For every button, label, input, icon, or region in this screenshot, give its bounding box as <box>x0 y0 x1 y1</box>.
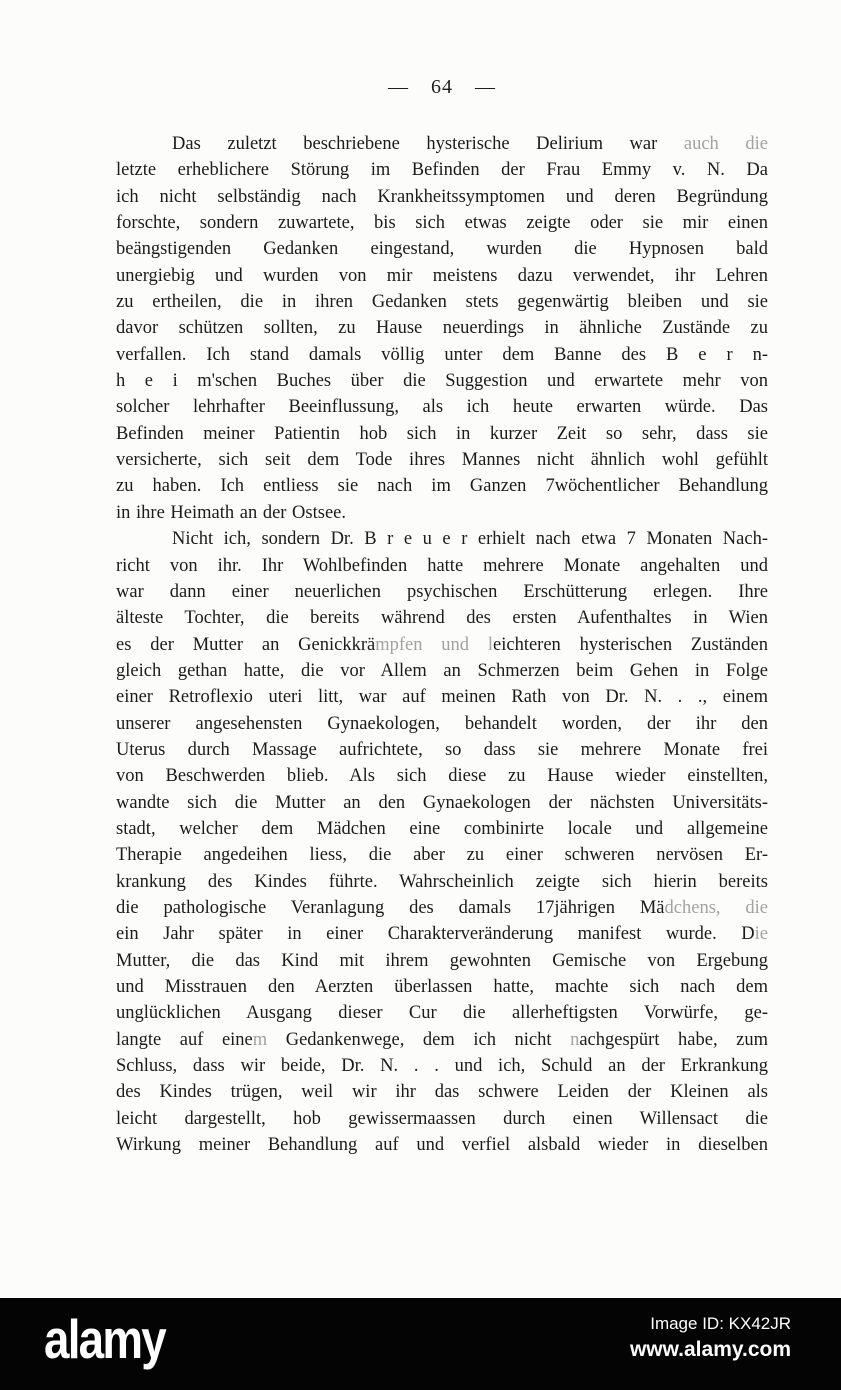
text-line: solcher lehrhafter Beeinflussung, als ich heute erwarten würde. Das <box>116 397 768 418</box>
text-line: Mutter, die das Kind mit ihrem gewohnten Gemische von Ergebung <box>116 950 768 971</box>
text-line: beängstigenden Gedanken eingestand, wurden die Hypnosen bald <box>116 239 768 260</box>
text-line: leicht dargestellt, hob gewissermaassen durch einen Willensact die <box>116 1108 768 1129</box>
text-line: h e i m'schen Buches über die Suggestion und erwartete mehr von <box>116 371 768 392</box>
text-block <box>116 131 768 1158</box>
text-line: Befinden meiner Patientin hob sich in kurzer Zeit so sehr, dass sie <box>116 423 768 444</box>
text-line: Schluss, dass wir beide, Dr. N. . . und ich, Schuld an der Erkrankung <box>116 1056 768 1077</box>
text-line: Wirkung meiner Behandlung auf und verfiel alsbald wieder in dieselben <box>116 1135 768 1156</box>
text-line: war dann einer neuerlichen psychischen Erschütterung erlegen. Ihre <box>116 581 768 602</box>
text-line: versicherte, sich seit dem Tode ihres Mannes nicht ähnlich wohl gefühlt <box>116 450 768 471</box>
text-line: langte auf einem Gedankenwege, dem ich nicht nachgespürt habe, zum <box>116 1029 768 1050</box>
text-line: unergiebig und wurden von mir meistens dazu verwendet, ihr Lehren <box>116 265 768 286</box>
text-line: es der Mutter an Genickkrämpfen und leichteren hysterischen Zuständen <box>116 634 768 655</box>
text-line: unglücklichen Ausgang dieser Cur die allerheftigsten Vorwürfe, ge- <box>116 1003 768 1024</box>
text-line: verfallen. Ich stand damals völlig unter dem Banne des B e r n- <box>116 344 768 365</box>
watermark-info <box>630 1312 791 1364</box>
text-line: richt von ihr. Ihr Wohlbefinden hatte mehrere Monate angehalten und <box>116 555 768 576</box>
text-line: zu haben. Ich entliess sie nach im Ganzen 7wöchentlicher Behandlung <box>116 476 768 497</box>
text-line: unserer angesehensten Gynaekologen, behandelt worden, der ihr den <box>116 713 768 734</box>
alamy-logo: alamy <box>44 1309 165 1371</box>
page-number: — 64 — <box>388 76 496 98</box>
image-id-label: Image ID: KX42JR <box>650 1314 791 1333</box>
text-line: Nicht ich, sondern Dr. B r e u e r erhielt nach etwa 7 Monaten Nach- <box>172 529 768 550</box>
text-line: die pathologische Veranlagung des damals 17jährigen Mädchens, die <box>116 897 768 918</box>
alamy-url: www.alamy.com <box>629 1338 791 1361</box>
text-line: Therapie angedeihen liess, die aber zu einer schweren nervösen Er- <box>116 845 768 866</box>
text-line: ein Jahr später in einer Charakterveränderung manifest wurde. Die <box>116 924 768 945</box>
text-line: letzte erheblichere Störung im Befinden der Frau Emmy v. N. Da <box>116 160 768 181</box>
text-line: älteste Tochter, die bereits während des ersten Aufenthaltes in Wien <box>116 608 768 629</box>
text-line: von Beschwerden blieb. Als sich diese zu Hause wieder einstellten, <box>116 766 768 787</box>
text-line: zu ertheilen, die in ihren Gedanken stets gegenwärtig bleiben und sie <box>116 292 768 313</box>
text-line: des Kindes trügen, weil wir ihr das schwere Leiden der Kleinen als <box>116 1082 768 1103</box>
watermark-bar <box>0 1298 841 1390</box>
text-line: ich nicht selbständig nach Krankheitssymptomen und deren Begründung <box>116 186 768 207</box>
text-line: stadt, welcher dem Mädchen eine combinirte locale und allgemeine <box>116 818 768 839</box>
text-line: wandte sich die Mutter an den Gynaekologen der nächsten Universitäts- <box>116 792 768 813</box>
text-line: forschte, sondern zuwartete, bis sich etwas zeigte oder sie mir einen <box>116 213 768 234</box>
text-line: gleich gethan hatte, die vor Allem an Schmerzen beim Gehen in Folge <box>116 660 768 681</box>
text-line: in ihre Heimath an der Ostsee. <box>116 502 347 523</box>
text-line: und Misstrauen den Aerzten überlassen hatte, machte sich nach dem <box>116 977 768 997</box>
text-line: davor schützen sollten, zu Hause neuerdings in ähnliche Zustände zu <box>116 318 768 339</box>
text-line: Uterus durch Massage aufrichtete, so dass sie mehrere Monate frei <box>116 739 768 760</box>
text-line: einer Retroflexio uteri litt, war auf meinen Rath von Dr. N. . ., einem <box>116 687 768 708</box>
text-line: krankung des Kindes führte. Wahrscheinlich zeigte sich hierin bereits <box>116 871 768 892</box>
text-line: Das zuletzt beschriebene hysterische Delirium war auch die <box>172 134 768 154</box>
